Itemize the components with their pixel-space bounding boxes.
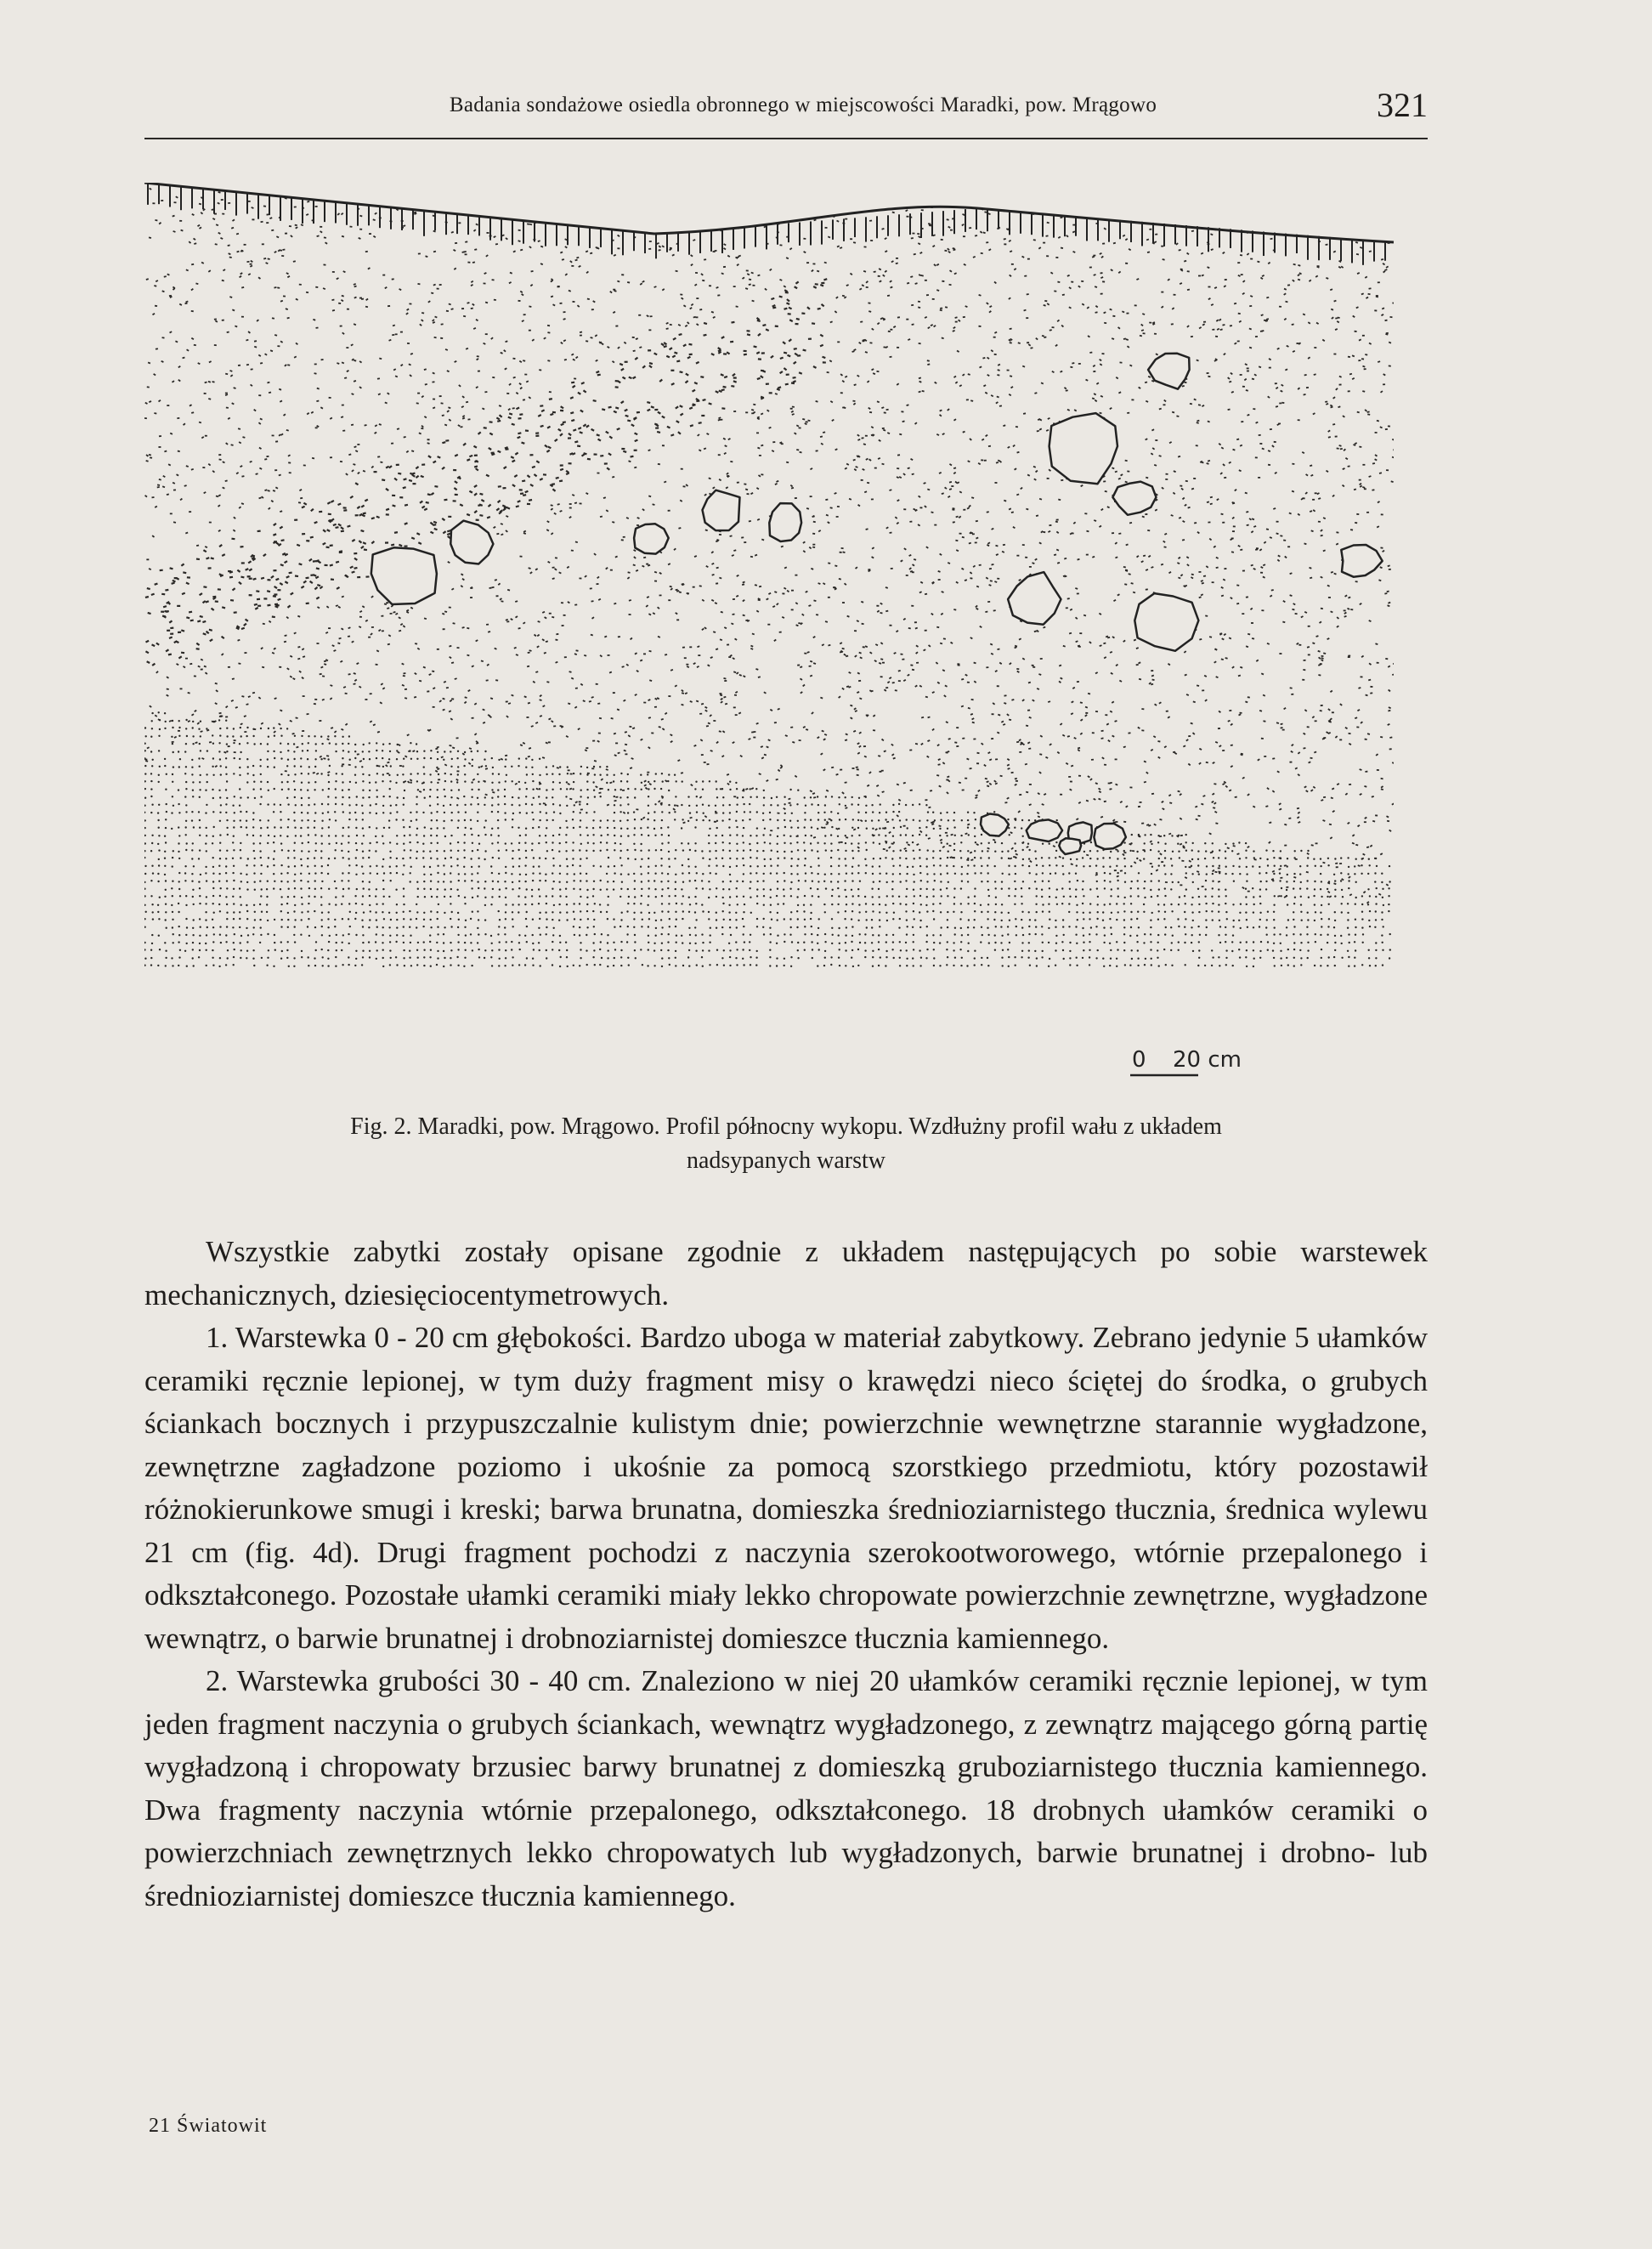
figure-caption	[144, 1110, 1428, 1178]
paragraph-layer-2: 2. Warstewka grubości 30 - 40 cm. Znaleziono w niej 20 ułamków ceramiki ręcznie lepionej, w tym jeden fragment naczynia o grubych ściankach, wewnątrz wygładzonego, z zewnątrz mającego górną partię wygładzoną i chropowaty brzusiec barwy brunatnej z domieszką gruboziarnistego tłucznia kamiennego. Dwa fragmenty naczynia wtórnie przepalonego, odkształconego. 18 drobnych ułamków ceramiki o powierzchniach zewnętrznych lekko chropowatych lub wygładzonych, barwie brunatnej i drobno- lub średnioziarnistej domieszce tłucznia kamiennego.	[144, 1664, 1428, 1912]
stone	[703, 490, 740, 530]
running-head: Badania sondażowe osiedla obronnego w miejscowości Maradki, pow. Mrągowo	[449, 93, 1157, 116]
stone	[634, 524, 669, 553]
stone	[1008, 572, 1061, 625]
stone	[1094, 824, 1126, 849]
soil-layers	[144, 183, 1396, 967]
stone	[1134, 593, 1198, 651]
stone	[450, 521, 493, 564]
stone	[1027, 819, 1062, 841]
ground-surface-line	[144, 183, 1394, 242]
profile-drawing	[144, 183, 1419, 1084]
scale-zero: 0	[1132, 1047, 1146, 1073]
paragraph-layer-1: 1. Warstewka 0 - 20 cm głębokości. Bardzo uboga w materiał zabytkowy. Zebrano jedynie 5 ułamków ceramiki ręcznie lepionej, w tym duży fragment misy o krawędzi nieco ściętej do środka, o grubych ściankach bocznych i przypuszczalnie kulistym dnie; powierzchnie wewnętrzne starannie wygładzone, zewnętrzne zagładzone poziomo i ukośnie za pomocą szorstkiego przedmiotu, który pozostawił różnokierunkowe smugi i kreski; barwa brunatna, domieszka średnioziarnistego tłucznia, średnica wylewu 21 cm (fig. 4d). Drugi fragment pochodzi z naczynia szerokootworowego, wtórnie przepalonego i odkształconego. Pozostałe ułamki ceramiki miały lekko chropowate powierzchnie zewnętrzne, wygładzone wewnątrz, o barwie brunatnej i drobnoziarnistej domieszce tłucznia kamiennego.	[144, 1321, 1428, 1655]
body-text	[144, 1231, 1428, 1918]
stone	[1112, 482, 1156, 515]
profile-drawing-svg	[144, 183, 1419, 1084]
stone	[769, 503, 801, 541]
page-header	[144, 87, 1428, 139]
scale-bar	[1130, 1047, 1242, 1075]
stone	[1049, 413, 1117, 484]
stone	[981, 814, 1009, 836]
stone	[1341, 545, 1382, 577]
scale-label: 20 cm	[1173, 1047, 1242, 1073]
stones	[371, 354, 1383, 854]
caption-line-2: nadsypanych warstw	[686, 1147, 886, 1174]
signature-mark: 21 Światowit	[149, 2115, 268, 2137]
paragraph-intro: Wszystkie zabytki zostały opisane zgodnie z układem następujących po sobie warstewek mechanicznych, dziesięciocentymetrowych.	[144, 1235, 1428, 1311]
page-number: 321	[1377, 86, 1428, 124]
caption-line-1: Fig. 2. Maradki, pow. Mrągowo. Profil północny wykopu. Wzdłużny profil wału z układem	[350, 1113, 1222, 1140]
stone	[371, 547, 437, 604]
stone	[1148, 354, 1190, 389]
stone	[1059, 838, 1081, 854]
